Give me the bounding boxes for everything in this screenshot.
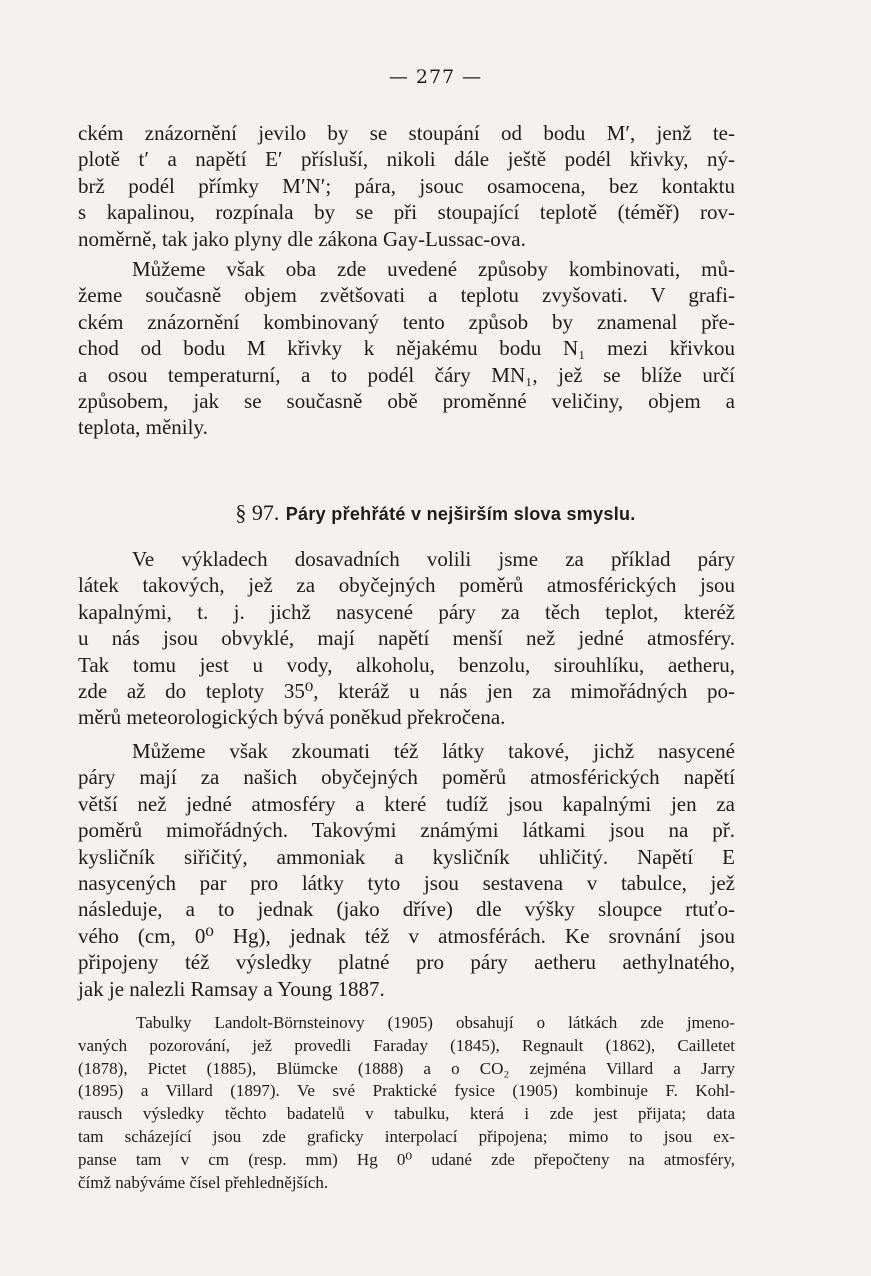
text-line: následuje, a to jednak (jako dříve) dle výšky sloupce rtuťo- (78, 897, 735, 922)
text-line: teplota, měnily. (78, 415, 208, 440)
footnote-line: (1878), Pictet (1885), Blümcke (1888) a o CO₂ zejména Villard a Jarry (78, 1058, 735, 1078)
text-line: brž podél přímky M′N′; pára, jsouc osamocena, bez kontaktu (78, 173, 735, 198)
text-line: žeme současně objem zvětšovati a teplotu zvyšovati. V grafi- (78, 283, 735, 308)
text-line: ckém znázornění jevilo by se stoupání od bodu M′, jenž te- (78, 121, 735, 145)
text-line: kapalnými, t. j. jichž nasycené páry za těch teplot, kteréž (78, 599, 735, 624)
text-line: Tak tomu jest u vody, alkoholu, benzolu, sirouhlíku, aetheru, (78, 652, 735, 677)
text-line: jak je nalezli Ramsay a Young 1887. (78, 976, 385, 1001)
paragraph-3 (78, 546, 735, 731)
text-line: zde až do teploty 35⁰, kteráž u nás jen za mimořádných po- (78, 679, 735, 704)
footnote (78, 1012, 735, 1194)
text-line: vého (cm, 0⁰ Hg), jednak též v atmosférách. Ke srovnání jsou (78, 923, 735, 948)
text-line: páry mají za našich obyčejných poměrů atmosférických napětí (78, 765, 735, 790)
text-line: látek takových, jež za obyčejných poměrů atmosférických jsou (78, 573, 735, 598)
text-line: ckém znázornění kombinovaný tento způsob by znamenal pře- (78, 309, 735, 334)
section-heading (0, 500, 871, 526)
text-line: plotě t′ a napětí E′ přísluší, nikoli dále ještě podél křivky, ný- (78, 147, 735, 172)
text-line: chod od bodu M křivky k nějakému bodu N₁ mezi křivkou (78, 336, 735, 361)
footnote-line: rausch výsledky těchto badatelů v tabulku, která i zde jest přijata; data (78, 1104, 735, 1124)
footnote-line: Tabulky Landolt-Börnsteinovy (1905) obsahují o látkách zde jmeno- (136, 1013, 735, 1032)
text-line: Můžeme však zkoumati též látky takové, jichž nasycené (132, 739, 735, 763)
text-line: noměrně, tak jako plyny dle zákona Gay-Lussac-ova. (78, 226, 526, 251)
page-number: — 277 — (388, 66, 483, 88)
paragraph-2 (78, 256, 735, 441)
text-line: nasycených par pro látky tyto jsou sestavena v tabulce, jež (78, 871, 735, 896)
text-line: měrů meteorologických bývá poněkud překročena. (78, 705, 506, 730)
text-line: připojeny též výsledky platné pro páry aetheru aethylnatého, (78, 950, 735, 975)
text-line: Ve výkladech dosavadních volili jsme za příklad páry (132, 547, 735, 571)
footnote-line: panse tam v cm (resp. mm) Hg 0⁰ udané zde přepočteny na atmosféry, (78, 1149, 735, 1169)
text-line: větší než jedné atmosféry a které tudíž jsou kapalnými jen za (78, 791, 735, 816)
footnote-line: čímž nabýváme čísel přehlednějších. (78, 1172, 329, 1192)
text-line: a osou temperaturní, a to podél čáry MN₁, jež se blíže určí (78, 362, 735, 387)
paragraph-1 (78, 120, 735, 252)
text-line: Můžeme však oba zde uvedené způsoby kombinovati, mů- (132, 257, 735, 281)
footnote-line: tam scházející jsou zde graficky interpolací připojena; mimo to jsou ex- (78, 1126, 735, 1146)
section-number: § 97. (235, 500, 280, 525)
paragraph-4 (78, 738, 735, 1002)
text-line: u nás jsou obvyklé, mají napětí menší než jedné atmosféry. (78, 626, 735, 651)
text-line: způsobem, jak se současně obě proměnné veličiny, objem a (78, 389, 735, 414)
section-title: Páry přehřáté v nejširším slova smyslu. (285, 504, 636, 524)
footnote-line: vaných pozorování, jež provedli Faraday (1845), Regnault (1862), Cailletet (78, 1035, 735, 1055)
text-line: s kapalinou, rozpínala by se při stoupající teplotě (téměř) rov- (78, 200, 735, 225)
footnote-line: (1895) a Villard (1897). Ve své Praktické fysice (1905) kombinuje F. Kohl- (78, 1081, 735, 1101)
text-line: kysličník siřičitý, ammoniak a kysličník uhličitý. Napětí E (78, 844, 735, 869)
text-line: poměrů mimořádných. Takovými známými látkami jsou na př. (78, 818, 735, 843)
